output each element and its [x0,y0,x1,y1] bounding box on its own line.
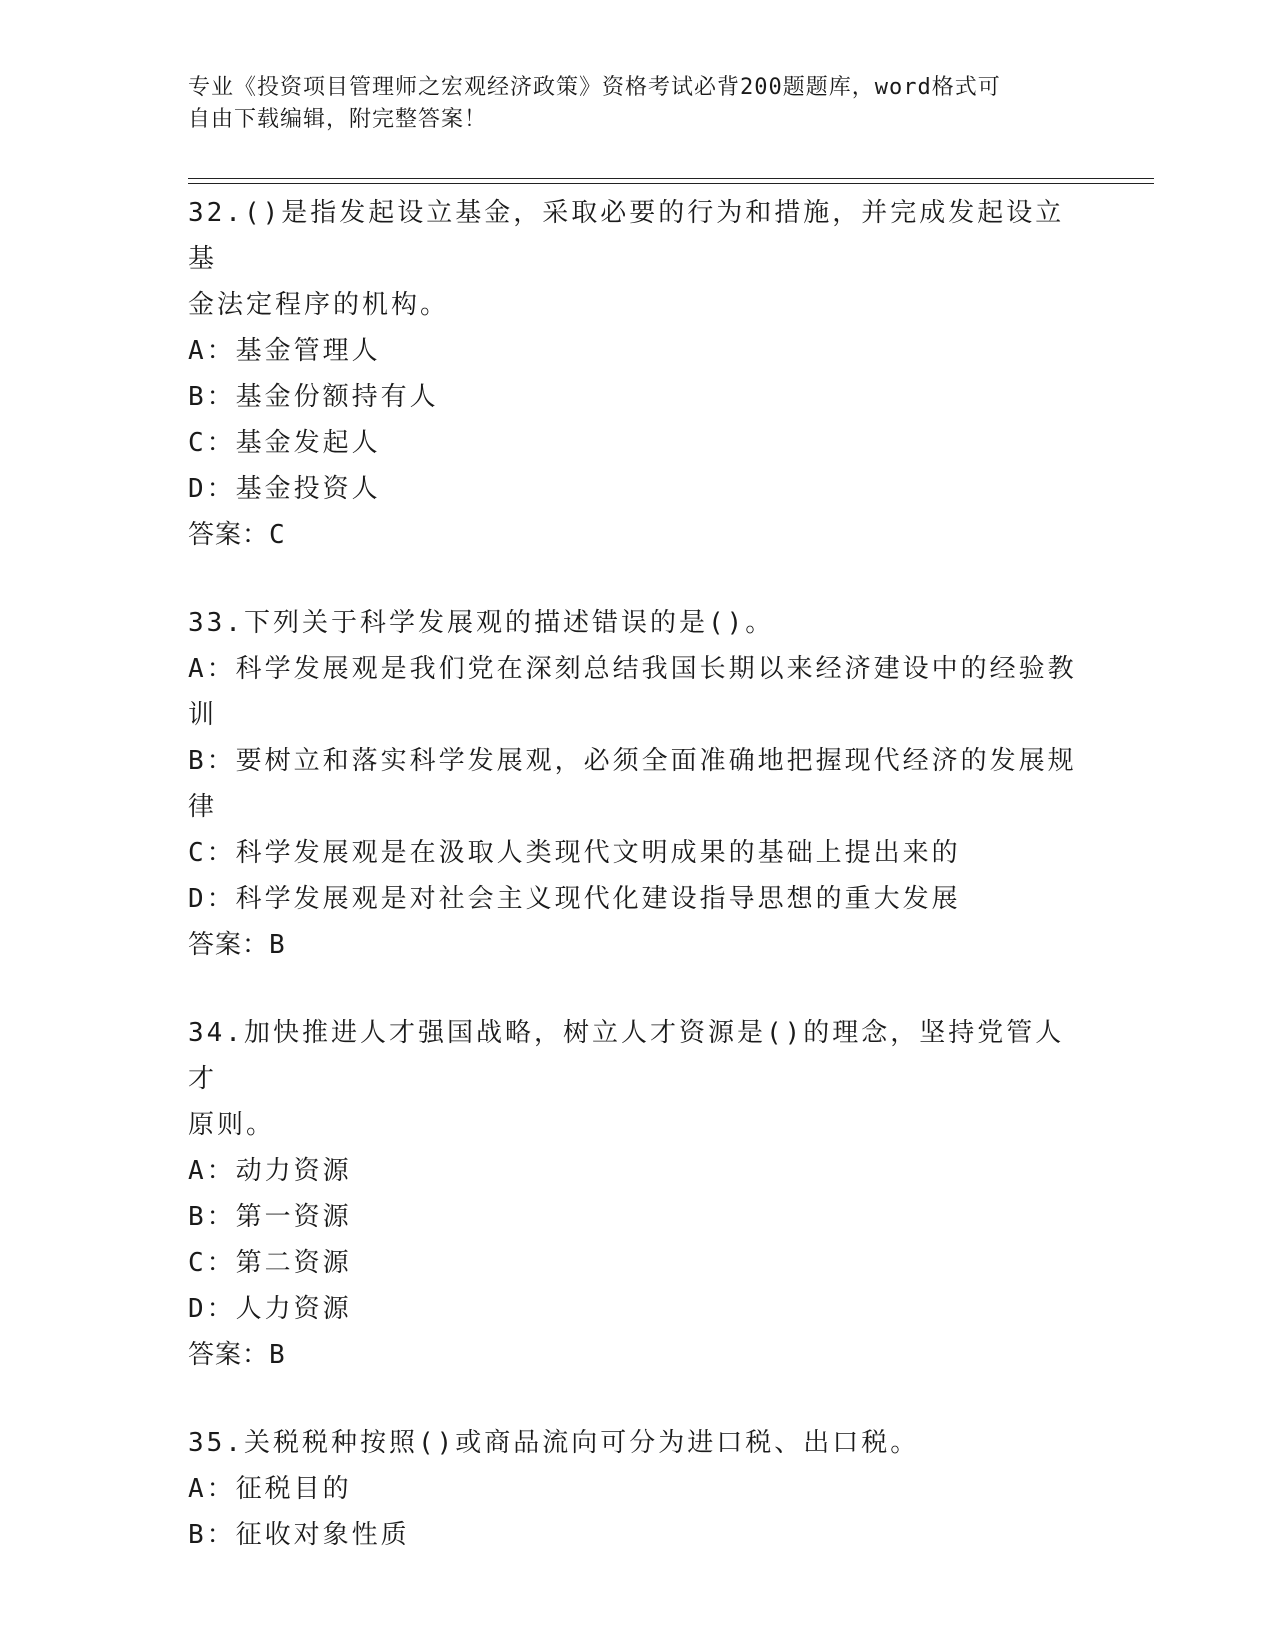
header-line-2: 自由下载编辑，附完整答案！ [188,107,488,132]
option-a-continued: 训 [188,700,218,730]
option-c: C：科学发展观是在汲取人类现代文明成果的基础上提出来的 [188,838,961,868]
option-b: B：基金份额持有人 [188,382,439,412]
option-b: B：要树立和落实科学发展观，必须全面准确地把握现代经济的发展规 [188,746,1077,776]
header-divider-top [188,178,1154,179]
question-stem-continued: 金法定程序的机构。 [188,290,450,320]
answer-line: 答案：C [188,520,286,550]
question-stem-continued: 原则。 [188,1110,276,1140]
question-33 [188,600,1088,968]
question-35 [188,1420,1088,1558]
question-stem: 32.()是指发起设立基金，采取必要的行为和措施，并完成发起设立基 [188,198,1065,274]
option-a: A：科学发展观是我们党在深刻总结我国长期以来经济建设中的经验教 [188,654,1077,684]
question-34 [188,1010,1088,1378]
header-line-1: 专业《投资项目管理师之宏观经济政策》资格考试必背200题题库，word格式可 [188,75,1001,100]
option-b: B：征收对象性质 [188,1520,410,1550]
answer-line: 答案：B [188,930,286,960]
option-a: A：基金管理人 [188,336,381,366]
question-stem: 34.加快推进人才强国战略，树立人才资源是()的理念，坚持党管人才 [188,1018,1065,1094]
answer-line: 答案：B [188,1340,286,1370]
option-a: A：征税目的 [188,1474,352,1504]
option-d: D：人力资源 [188,1294,352,1324]
question-stem: 35.关税税种按照()或商品流向可分为进口税、出口税。 [188,1428,920,1458]
option-b: B：第一资源 [188,1202,352,1232]
document-header [188,72,1068,136]
option-c: C：第二资源 [188,1248,352,1278]
option-a: A：动力资源 [188,1156,352,1186]
question-list [188,190,1088,1600]
option-d: D：科学发展观是对社会主义现代化建设指导思想的重大发展 [188,884,961,914]
option-d: D：基金投资人 [188,474,381,504]
option-b-continued: 律 [188,792,218,822]
header-divider-bottom [188,183,1154,184]
option-c: C：基金发起人 [188,428,381,458]
question-32 [188,190,1088,558]
question-stem: 33.下列关于科学发展观的描述错误的是()。 [188,608,775,638]
